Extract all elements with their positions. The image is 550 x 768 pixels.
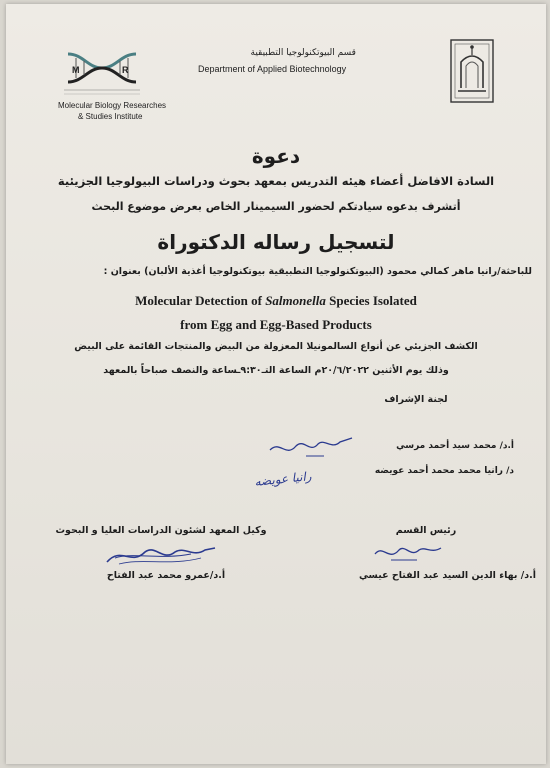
thesis-title-ar: الكشف الجزيئي عن أنواع السالمونيلا المعزولة من البيض والمنتجات القائمة على البيض	[74, 341, 478, 352]
vice-dean-name: أ.د/عمرو محمد عبد الفتاح	[106, 570, 226, 581]
svg-text:R: R	[122, 65, 129, 75]
invitation-line: أتشرف بدعوه سيادتكم لحضور السيمينار الخاص بعرض موضوع البحث	[91, 200, 461, 213]
signature-handwritten-2: رانيا عويضه	[253, 469, 313, 489]
date-line: وذلك يوم الأثنين ٢٠/٦/٢٠٢٢م الساعة التـ٩:٣٠ـساعة والنصف صباحاً بالمعهد	[103, 365, 449, 376]
thesis-title-en-line2: from Egg and Egg-Based Products	[180, 317, 372, 332]
department-name-en: Department of Applied Biotechnology	[198, 64, 347, 74]
university-gate-logo	[449, 38, 495, 104]
supervisor-2: د/ رانيا محمد محمد أحمد عويضه	[374, 466, 514, 476]
invitation-title: دعوة	[251, 144, 301, 168]
seminar-subtitle: لتسجيل رساله الدكتوراة	[157, 230, 395, 254]
thesis-title-part: Species Isolated	[325, 293, 417, 308]
institute-dna-logo	[58, 46, 146, 102]
svg-text:M: M	[72, 65, 80, 75]
department-head-name: أ.د/ بهاء الدين السيد عبد الفتاح عيسي	[358, 570, 536, 581]
department-name-ar: قسم البيوتكنولوجيا التطبيقية	[250, 48, 356, 58]
institute-name-line2: & Studies Institute	[78, 112, 143, 121]
vice-dean-title: وكيل المعهد لشئون الدراسات العليا و البحوث	[55, 525, 267, 536]
thesis-title-italic: Salmonella	[265, 293, 326, 308]
researcher-line: للباحثة/رانيا ماهر كمالي محمود (البيوتكنولوجيا التطبيقية بيوتكنولوجيا أغذية الألبان) بعنوان :	[103, 266, 532, 277]
thesis-title-en-line1	[26, 293, 526, 309]
institute-name	[58, 100, 198, 122]
committee-title: لجنة الإشراف	[384, 394, 448, 405]
thesis-title-part: Molecular Detection of	[135, 293, 266, 308]
supervisor-1: أ.د/ محمد سيد أحمد مرسي	[396, 441, 514, 451]
institute-name-line1: Molecular Biology Researches	[58, 101, 167, 110]
signature-ink	[371, 538, 451, 570]
signature-ink	[101, 540, 221, 574]
signature-ink	[266, 432, 356, 466]
invitation-document	[6, 4, 546, 764]
addressee-line: السادة الافاضل أعضاء هيئه التدريس بمعهد بحوث ودراسات البيولوجيا الجزيئية	[57, 174, 495, 188]
department-head-title: رئيس القسم	[395, 525, 457, 536]
